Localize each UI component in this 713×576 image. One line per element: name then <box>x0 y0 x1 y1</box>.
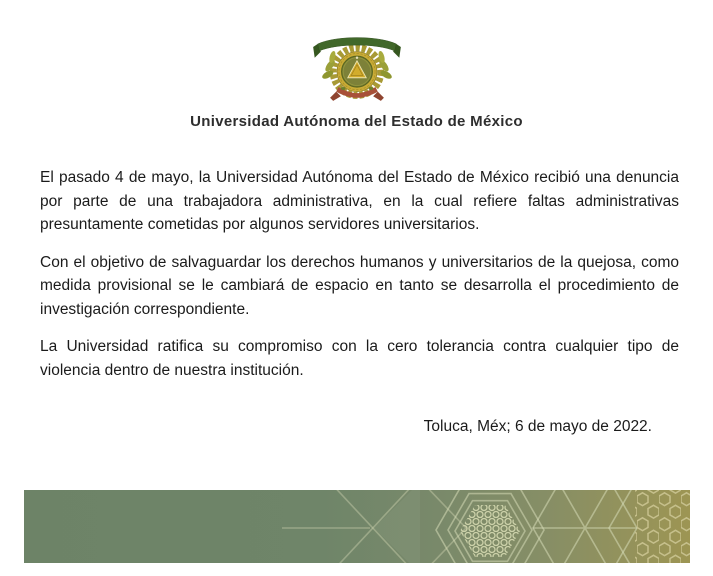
paragraph-2: Con el objetivo de salvaguardar los derechos humanos y universitarios de la quejosa, como medida provisional se le cambiará de espacio en tanto se desarrolla el procedimiento de investigación correspondiente. <box>40 253 679 318</box>
paragraph-3: La Universidad ratifica su compromiso con la cero tolerancia contra cualquier tipo de violencia dentro de nuestra institución. <box>40 338 679 379</box>
paragraph-1: El pasado 4 de mayo, la Universidad Autónoma del Estado de México recibió una denuncia por parte de una trabajadora administrativa, en la cual refiere faltas administrativas presuntamente cometidas por algunos servidores universitarios. <box>40 169 679 233</box>
footer-decorative-band <box>24 490 690 563</box>
dateline: Toluca, Méx; 6 de mayo de 2022. <box>423 418 652 435</box>
masthead <box>0 0 713 130</box>
statement-body <box>0 166 713 436</box>
uaemex-crest-logo <box>307 27 407 107</box>
honeycomb-field <box>635 490 690 563</box>
band-gradient-background <box>24 490 690 563</box>
institution-name: Universidad Autónoma del Estado de México <box>190 113 523 130</box>
footer-band-graphic <box>24 490 690 563</box>
